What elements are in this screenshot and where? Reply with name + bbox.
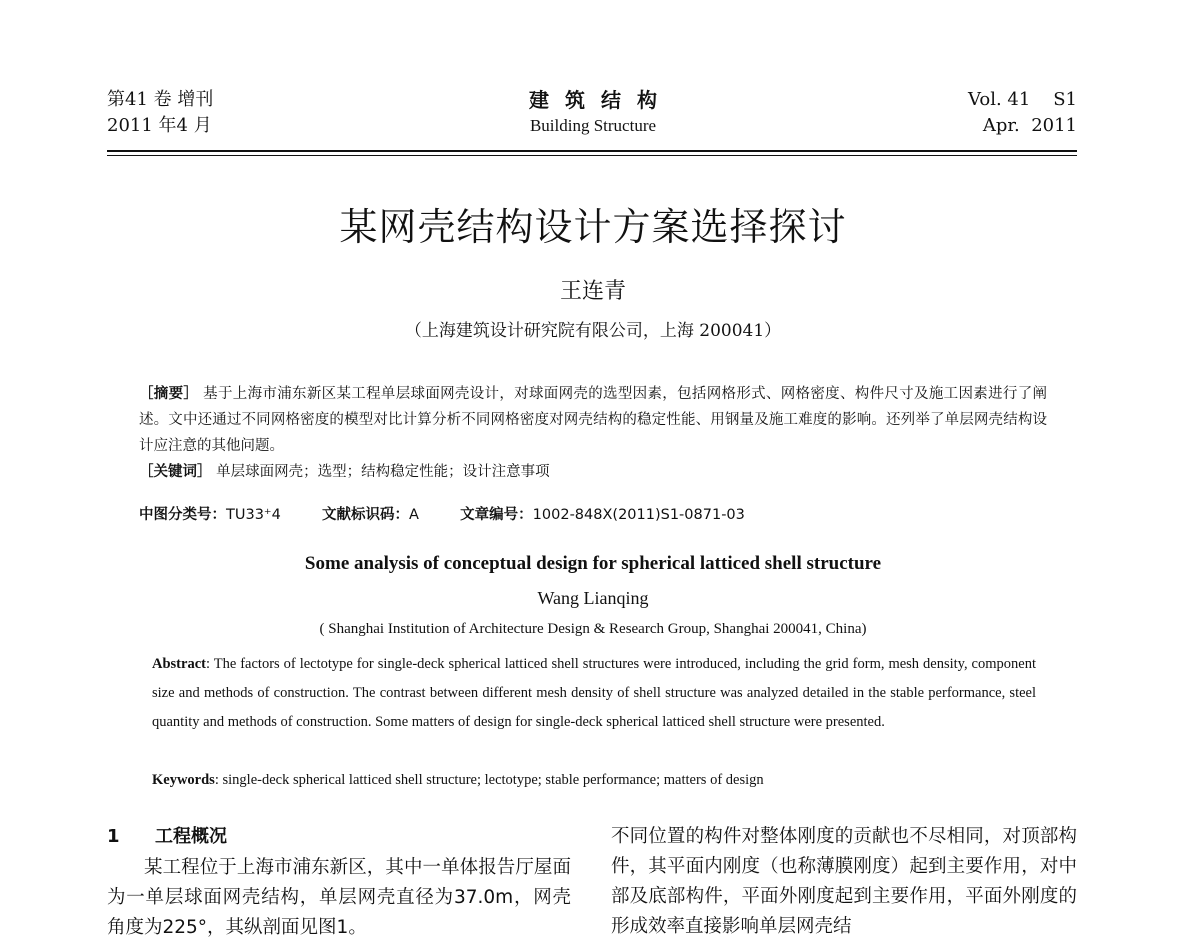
abstract-cn-label: ［摘要］ — [139, 386, 199, 402]
paper-title-en: Some analysis of conceptual design for spherical latticed shell structure — [304, 553, 882, 574]
abstract-en — [152, 650, 1036, 737]
date-en: Apr. 2011 — [982, 115, 1077, 136]
article-number-value: 1002-848X(2011)S1-0871-03 — [532, 507, 745, 523]
section-title: 工程概况 — [155, 826, 227, 847]
header-rule-thin — [107, 155, 1077, 156]
body-column-left: 某工程位于上海市浦东新区，其中一单体报告厅屋面为一单层球面网壳结构，单层网壳直径为37.0m，网壳角度为225°，其纵剖面见图1。 — [107, 857, 571, 938]
journal-title-cn: 建筑结构 — [529, 88, 673, 112]
affiliation-cn: （上海建筑设计研究院有限公司，上海 200041） — [404, 321, 782, 341]
volume-cn: 第41 卷 增刊 — [107, 89, 214, 110]
abstract-cn-text: 基于上海市浦东新区某工程单层球面网壳设计，对球面网壳的选型因素，包括网格形式、网格密度、构件尺寸及施工因素进行了阐述。文中还通过不同网格密度的模型对比计算分析不同网格密度对网壳结构的稳定性能、用钢量及施工难度的影响。还列举了单层网壳结构设计应注意的其他问题。 — [139, 386, 1048, 454]
section-number: 1 — [107, 826, 120, 847]
author-en: Wang Lianqing — [537, 588, 649, 608]
clc-value: TU33⁺4 — [226, 507, 281, 523]
keywords-cn-text: 单层球面网壳；选型；结构稳定性能；设计注意事项 — [216, 464, 550, 480]
keywords-cn-label: ［关键词］ — [139, 464, 212, 480]
affiliation-en: ( Shanghai Institution of Architecture Design & Research Group, Shanghai 200041, China) — [319, 621, 867, 637]
header-right — [968, 87, 1077, 139]
volume-en: Vol. 41 S1 — [968, 89, 1077, 110]
keywords-en-text: : single-deck spherical latticed shell structure; lectotype; stable performance; matters of design — [214, 772, 764, 788]
clc-label: 中图分类号： — [139, 507, 226, 523]
doc-code-label: 文献标识码： — [322, 507, 410, 523]
paper-title-cn: 某网壳结构设计方案选择探讨 — [339, 205, 847, 249]
abstract-cn — [139, 381, 1047, 485]
journal-title-en: Building Structure — [529, 116, 657, 135]
abstract-en-label: Abstract — [152, 656, 206, 672]
body-column-right: 不同位置的构件对整体刚度的贡献也不尽相同，对顶部构件，其平面内刚度（也称薄膜刚度）起到主要作用，对中部及底部构件，平面外刚度起到主要作用，平面外刚度的形成效率直接影响单层网壳结 — [611, 826, 1077, 937]
section-heading — [107, 822, 227, 848]
date-cn: 2011 年4 月 — [107, 115, 212, 136]
keywords-en — [152, 772, 1036, 789]
doc-code-value: A — [409, 507, 419, 523]
classification-line — [139, 503, 745, 524]
keywords-en-label: Keywords — [152, 772, 215, 788]
author-cn: 王连青 — [559, 279, 626, 304]
header-rule-thick — [107, 150, 1077, 152]
abstract-en-text: : The factors of lectotype for single-deck spherical latticed shell structures were introduced, including the grid form, mesh density, component size and methods of construction. The contrast between different mesh density of shell structure was analyzed detailed in the stable performance, steel quantity and methods of construction. Some matters of design for single-deck spherical latticed shell structure were presented. — [152, 656, 1036, 730]
article-number-label: 文章编号： — [460, 507, 533, 523]
